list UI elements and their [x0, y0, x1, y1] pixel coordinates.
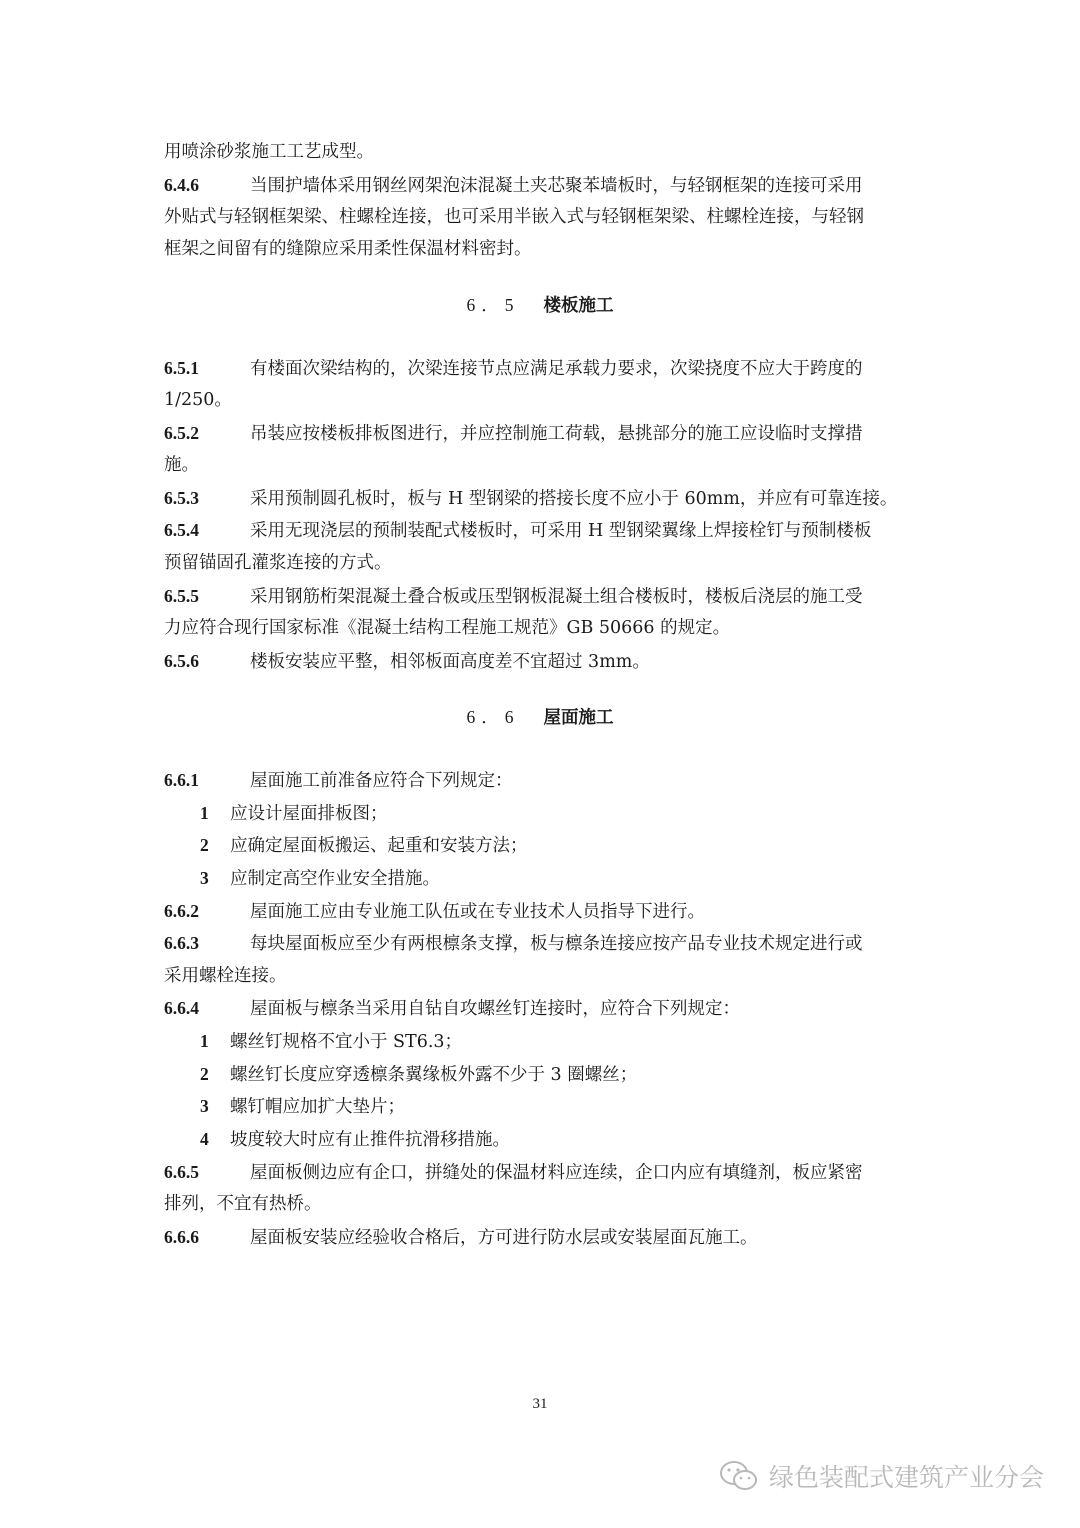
clause-number: 6.6.2	[164, 901, 199, 921]
clause-text: 屋面板与檩条当采用自钻自攻螺丝钉连接时，应符合下列规定：	[250, 999, 740, 1019]
list-item-number: 2	[200, 1064, 209, 1084]
clause-6-6-3	[164, 931, 924, 956]
list-item	[200, 801, 388, 826]
list-item-number: 3	[200, 868, 209, 888]
wechat-icon	[719, 1459, 759, 1493]
section-title: 屋面施工	[543, 708, 614, 728]
list-item-text: 螺丝钉长度应穿透檩条翼缘板外露不少于 3 圈螺丝；	[230, 1065, 638, 1085]
paragraph-line: 施。	[164, 455, 199, 475]
paragraph-line: 1/250。	[164, 390, 232, 410]
list-item	[200, 1062, 637, 1087]
paragraph-line: 力应符合现行国家标准《混凝土结构工程施工规范》GB 50666 的规定。	[164, 618, 731, 638]
clause-text: 屋面施工前准备应符合下列规定：	[250, 771, 513, 791]
clause-6-6-4	[164, 996, 924, 1021]
clause-number: 6.6.4	[164, 998, 199, 1018]
clause-6-6-6	[164, 1225, 924, 1250]
clause-number: 6.5.6	[164, 651, 199, 671]
list-item-number: 1	[200, 1031, 209, 1051]
clause-text: 当围护墙体采用钢丝网架泡沫混凝土夹芯聚苯墙板时，与轻钢框架的连接可采用	[250, 176, 863, 196]
list-item-text: 螺丝钉规格不宜小于 ST6.3；	[230, 1032, 463, 1052]
list-item	[200, 866, 440, 891]
list-item	[200, 1094, 405, 1119]
paragraph-line: 框架之间留有的缝隙应采用柔性保温材料密封。	[164, 239, 532, 259]
paragraph-line: 外贴式与轻钢框架梁、柱螺栓连接，也可采用半嵌入式与轻钢框架梁、柱螺栓连接，与轻钢	[164, 207, 864, 227]
section-heading-6-6	[0, 705, 1080, 730]
clause-text: 屋面板安装应经验收合格后，方可进行防水层或安装屋面瓦施工。	[250, 1228, 758, 1248]
clause-6-5-3	[164, 486, 924, 511]
clause-text: 屋面板侧边应有企口，拼缝处的保温材料应连续，企口内应有填缝剂，板应紧密	[250, 1163, 863, 1183]
list-item-number: 1	[200, 803, 209, 823]
clause-number: 6.5.2	[164, 423, 199, 443]
paragraph-line: 预留锚固孔灌浆连接的方式。	[164, 553, 392, 573]
clause-text: 屋面施工应由专业施工队伍或在专业技术人员指导下进行。	[250, 902, 705, 922]
clause-6-5-2	[164, 421, 924, 446]
list-item	[200, 1029, 462, 1054]
clause-number: 6.6.5	[164, 1162, 199, 1182]
clause-text: 每块屋面板应至少有两根檩条支撑，板与檩条连接应按产品专业技术规定进行或	[250, 934, 863, 954]
list-item-text: 应确定屋面板搬运、起重和安装方法；	[230, 836, 528, 856]
list-item-text: 螺钉帽应加扩大垫片；	[230, 1097, 405, 1117]
list-item-number: 3	[200, 1096, 209, 1116]
clause-number: 6.5.5	[164, 586, 199, 606]
section-title: 楼板施工	[543, 296, 614, 316]
watermark	[719, 1458, 1044, 1494]
clause-text: 吊装应按楼板排板图进行，并应控制施工荷载，悬挑部分的施工应设临时支撑措	[250, 424, 863, 444]
clause-6-5-1	[164, 356, 924, 381]
clause-text: 楼板安装应平整，相邻板面高度差不宜超过 3mm。	[250, 652, 650, 672]
clause-number: 6.5.3	[164, 488, 199, 508]
section-number: 6．6	[466, 707, 520, 727]
list-item-text: 坡度较大时应有止推件抗滑移措施。	[230, 1130, 510, 1150]
clause-6-5-4	[164, 518, 924, 543]
clause-text: 采用预制圆孔板时，板与 H 型钢梁的搭接长度不应小于 60mm，并应有可靠连接。	[250, 489, 898, 509]
watermark-text: 绿色装配式建筑产业分会	[768, 1463, 1044, 1492]
list-item-text: 应制定高空作业安全措施。	[230, 869, 440, 889]
clause-number: 6.5.1	[164, 358, 199, 378]
clause-text: 采用无现浇层的预制装配式楼板时，可采用 H 型钢梁翼缘上焊接栓钉与预制楼板	[250, 521, 872, 541]
list-item	[200, 1127, 510, 1152]
section-heading-6-5	[0, 293, 1080, 318]
clause-6-5-5	[164, 584, 924, 609]
clause-6-5-6	[164, 649, 924, 674]
list-item-text: 应设计屋面排板图；	[230, 804, 388, 824]
clause-number: 6.6.6	[164, 1227, 199, 1247]
paragraph-line: 采用螺栓连接。	[164, 966, 287, 986]
list-item-number: 2	[200, 835, 209, 855]
paragraph-line: 排列，不宜有热桥。	[164, 1194, 322, 1214]
clause-number: 6.6.3	[164, 933, 199, 953]
page-number: 31	[532, 1396, 548, 1412]
clause-number: 6.5.4	[164, 520, 199, 540]
clause-6-6-2	[164, 899, 924, 924]
clause-number: 6.6.1	[164, 770, 199, 790]
paragraph-line: 用喷涂砂浆施工工艺成型。	[164, 142, 374, 162]
clause-6-6-1	[164, 768, 924, 793]
list-item	[200, 833, 528, 858]
clause-number: 6.4.6	[164, 175, 199, 195]
list-item-number: 4	[200, 1129, 209, 1149]
clause-text: 采用钢筋桁架混凝土叠合板或压型钢板混凝土组合楼板时，楼板后浇层的施工受	[250, 587, 863, 607]
clause-6-4-6	[164, 173, 924, 198]
clause-6-6-5	[164, 1160, 924, 1185]
clause-text: 有楼面次梁结构的，次梁连接节点应满足承载力要求，次梁挠度不应大于跨度的	[250, 359, 863, 379]
section-number: 6．5	[466, 295, 520, 315]
